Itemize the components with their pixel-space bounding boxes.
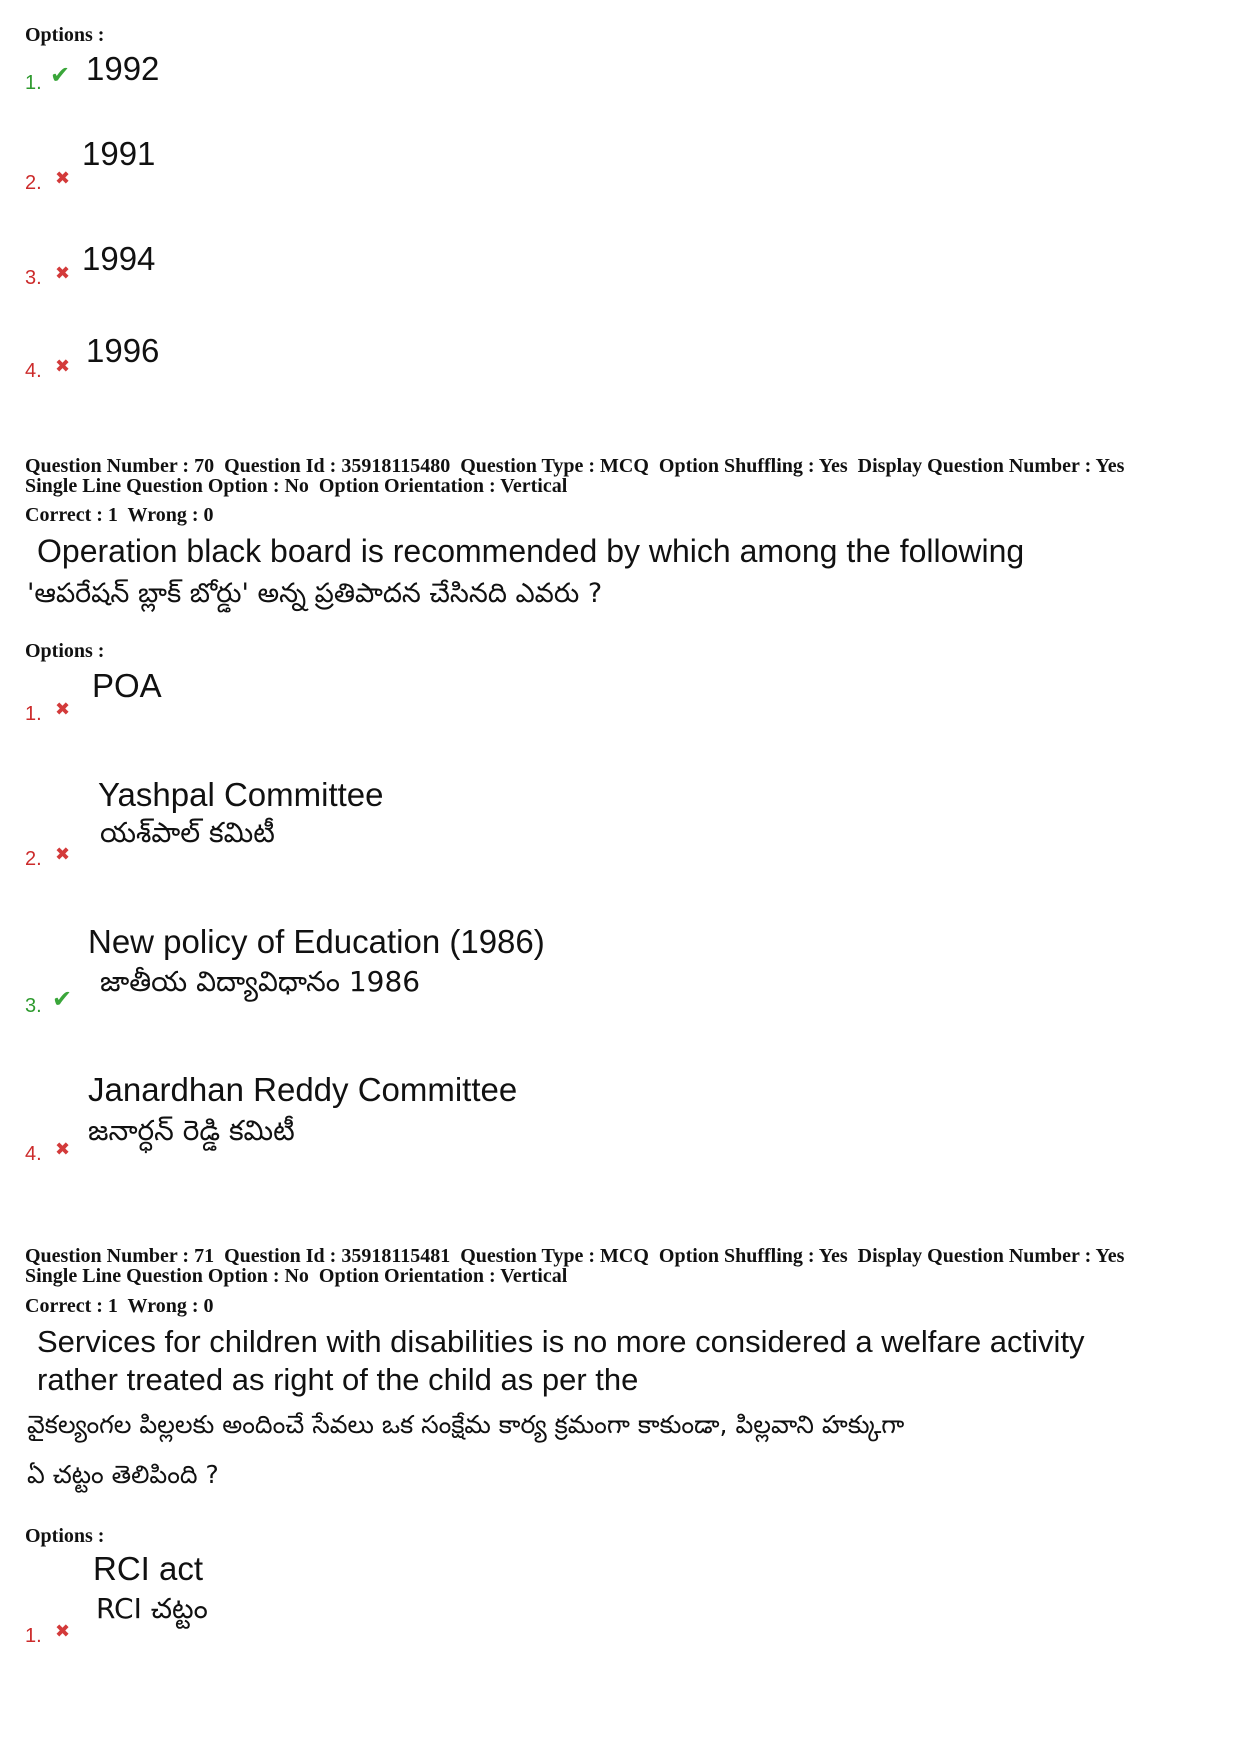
question-meta-line: Single Line Question Option : No Option Orientation : Vertical (25, 475, 568, 497)
option-text-telugu: జాతీయ విద్యావిధానం 1986 (100, 965, 421, 998)
wrong-cross-icon: ✖ (55, 844, 71, 865)
question-meta-line: Question Number : 70 Question Id : 35918115480 Question Type : MCQ Option Shuffling : Yes Display Question Number : Yes (25, 455, 1125, 477)
question-text-telugu: ఏ చట్టం తెలిపింది ? (27, 1460, 219, 1489)
option-number: 3. (25, 995, 42, 1017)
question-meta-line: Single Line Question Option : No Option Orientation : Vertical (25, 1265, 568, 1287)
option-text: Janardhan Reddy Committee (88, 1071, 518, 1108)
score-line: Correct : 1 Wrong : 0 (25, 504, 214, 526)
option-text: 1991 (82, 135, 156, 172)
option-number: 1. (25, 1625, 42, 1647)
option-text-telugu: జనార్ధన్ రెడ్డి కమిటీ (88, 1114, 295, 1147)
wrong-cross-icon: ✖ (55, 1621, 71, 1642)
options-label: Options : (25, 1525, 105, 1547)
wrong-cross-icon: ✖ (55, 263, 71, 284)
option-text: RCI act (93, 1550, 204, 1587)
wrong-cross-icon: ✖ (55, 1139, 71, 1160)
question-text-english: rather treated as right of the child as per the (37, 1362, 639, 1397)
correct-check-icon: ✔ (52, 985, 73, 1013)
option-text-telugu: RCI చట్టం (96, 1592, 208, 1625)
question-text-english: Services for children with disabilities is no more considered a welfare activity (37, 1324, 1085, 1359)
option-text: New policy of Education (1986) (88, 923, 545, 960)
options-label: Options : (25, 24, 105, 46)
option-number: 4. (25, 1143, 42, 1165)
option-number: 2. (25, 172, 42, 194)
option-number: 1. (25, 72, 42, 94)
option-text-telugu: యశ్‌పాల్ కమిటీ (100, 816, 275, 849)
correct-check-icon: ✔ (50, 61, 71, 89)
options-label: Options : (25, 640, 105, 662)
question-text-telugu: వైకల్యంగల పిల్లలకు అందించే సేవలు ఒక సంక్షేమ కార్య క్రమంగా కాకుండా, పిల్లవాని హక్కుగా (27, 1410, 905, 1439)
option-text: Yashpal Committee (98, 776, 384, 813)
option-text: POA (92, 667, 162, 704)
question-text-english: Operation black board is recommended by which among the following (37, 533, 1025, 569)
option-number: 2. (25, 848, 42, 870)
option-text: 1994 (82, 240, 156, 277)
wrong-cross-icon: ✖ (55, 699, 71, 720)
score-line: Correct : 1 Wrong : 0 (25, 1295, 214, 1317)
wrong-cross-icon: ✖ (55, 168, 71, 189)
option-number: 3. (25, 267, 42, 289)
option-text: 1996 (86, 332, 160, 369)
option-text: 1992 (86, 50, 160, 87)
option-number: 4. (25, 360, 42, 382)
wrong-cross-icon: ✖ (55, 356, 71, 377)
option-number: 1. (25, 703, 42, 725)
question-text-telugu: 'ఆపరేషన్ బ్లాక్ బోర్డు' అన్న ప్రతిపాదన చేసినది ఎవరు ? (27, 578, 603, 609)
question-meta-line: Question Number : 71 Question Id : 35918115481 Question Type : MCQ Option Shuffling : Yes Display Question Number : Yes (25, 1245, 1125, 1267)
